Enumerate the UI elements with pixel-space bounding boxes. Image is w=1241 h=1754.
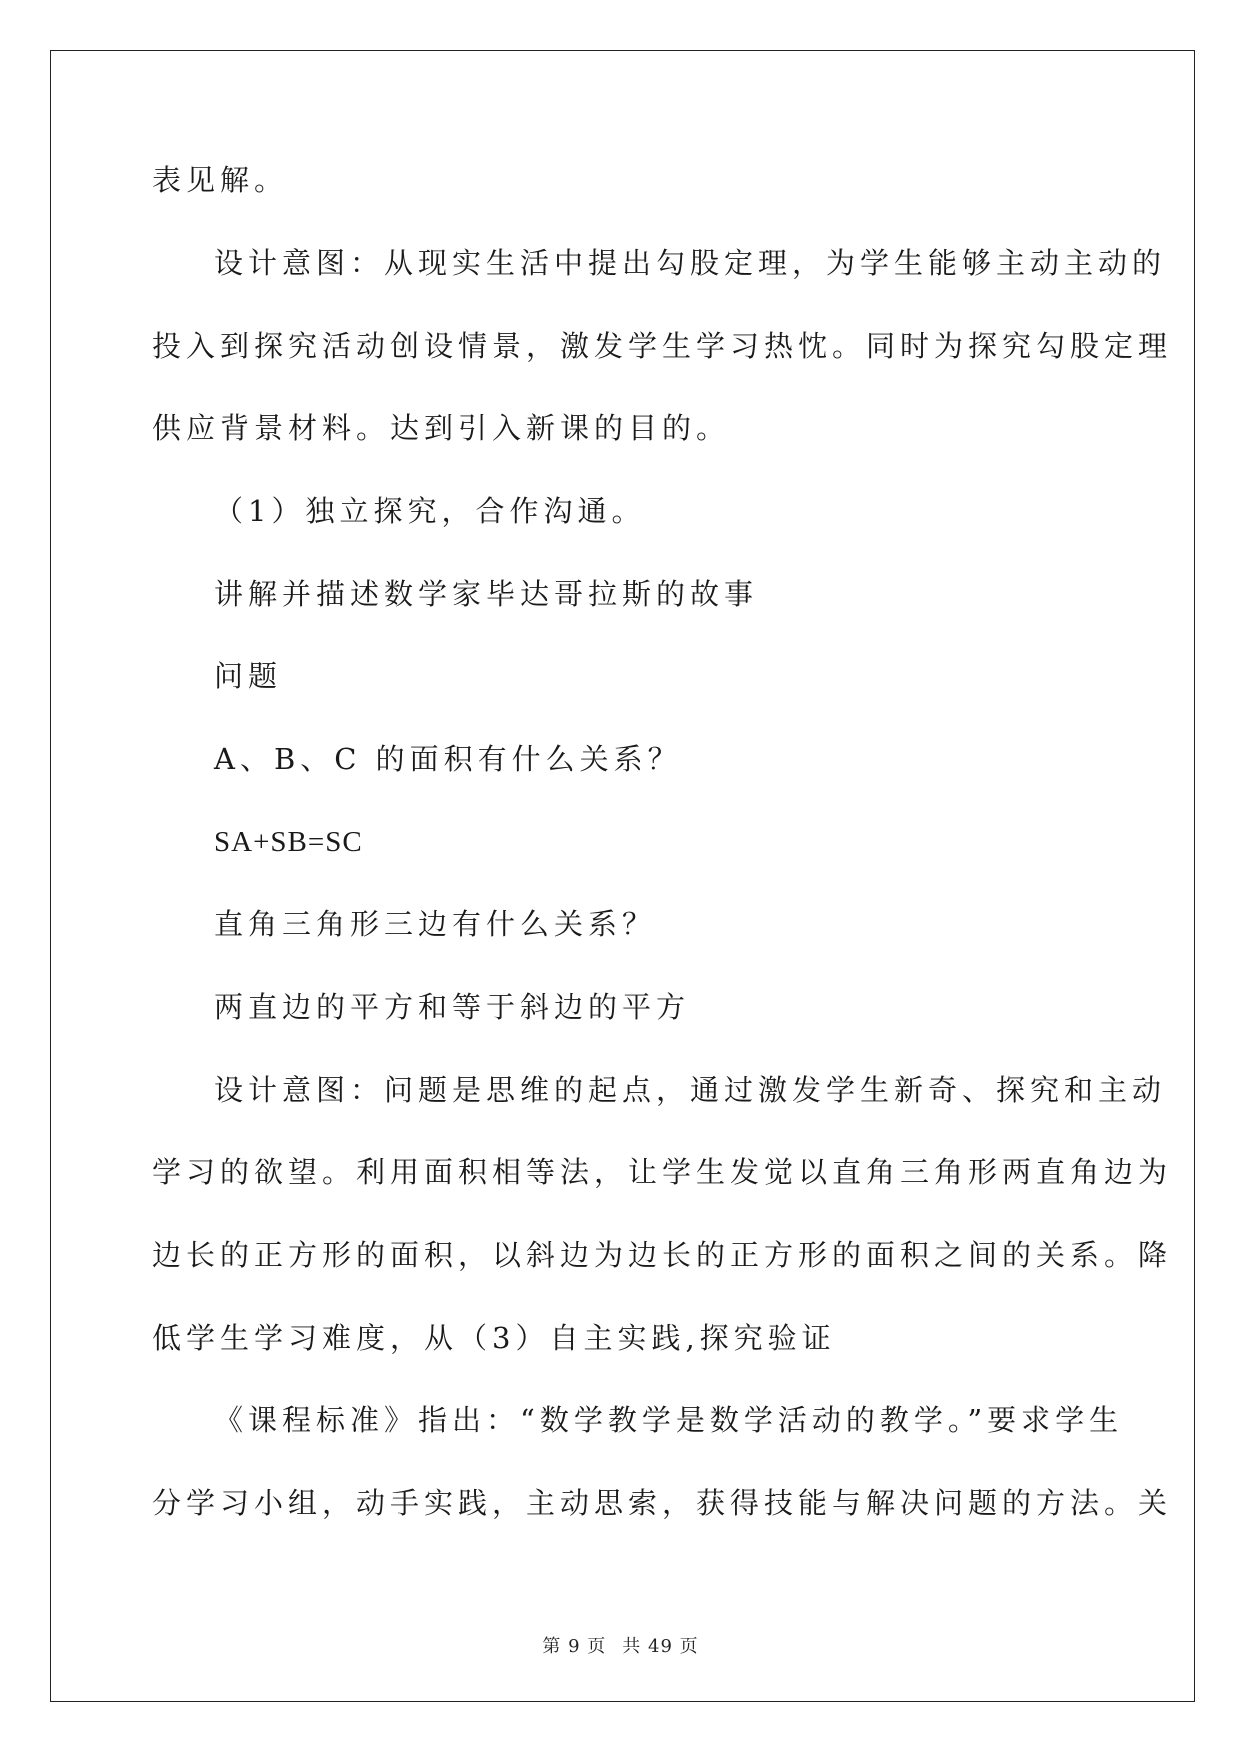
text-line: 问题 (214, 659, 283, 693)
text-line: 两直边的平方和等于斜边的平方 (214, 990, 691, 1024)
text-line: 设计意图：问题是思维的起点，通过激发学生新奇、探究和主动 (214, 1073, 1167, 1107)
text-line: 设计意图：从现实生活中提出勾股定理，为学生能够主动主动的 (214, 246, 1167, 280)
text-line: 讲解并描述数学家毕达哥拉斯的故事 (214, 577, 759, 611)
current-page-number: 第 9 页 (542, 1636, 607, 1657)
page-border (50, 50, 1195, 1702)
text-line: 边长的正方形的面积，以斜边为边长的正方形的面积之间的关系。降 (152, 1238, 1173, 1272)
text-line: 《课程标准》指出：“数学教学是数学活动的教学。”要求学生 (214, 1403, 1124, 1437)
text-line: A、B、C 的面积有什么关系？ (214, 742, 682, 776)
text-line: （1）独立探究，合作沟通。 (214, 494, 646, 528)
text-line: 表见解。 (152, 163, 289, 197)
text-line: 分学习小组，动手实践，主动思索，获得技能与解决问题的方法。关 (152, 1486, 1173, 1520)
total-page-count: 共 49 页 (622, 1636, 699, 1657)
text-line: 供应背景材料。达到引入新课的目的。 (152, 411, 731, 445)
text-line: 直角三角形三边有什么关系？ (214, 907, 657, 941)
text-line: 低学生学习难度，从（3）自主实践,探究验证 (152, 1321, 836, 1355)
text-line: 学习的欲望。利用面积相等法，让学生发觉以直角三角形两直角边为 (152, 1155, 1173, 1189)
page-footer (0, 1632, 1241, 1658)
formula-line: SA+SB=SC (214, 826, 363, 858)
text-line: 投入到探究活动创设情景，激发学生学习热忱。同时为探究勾股定理 (152, 329, 1173, 363)
